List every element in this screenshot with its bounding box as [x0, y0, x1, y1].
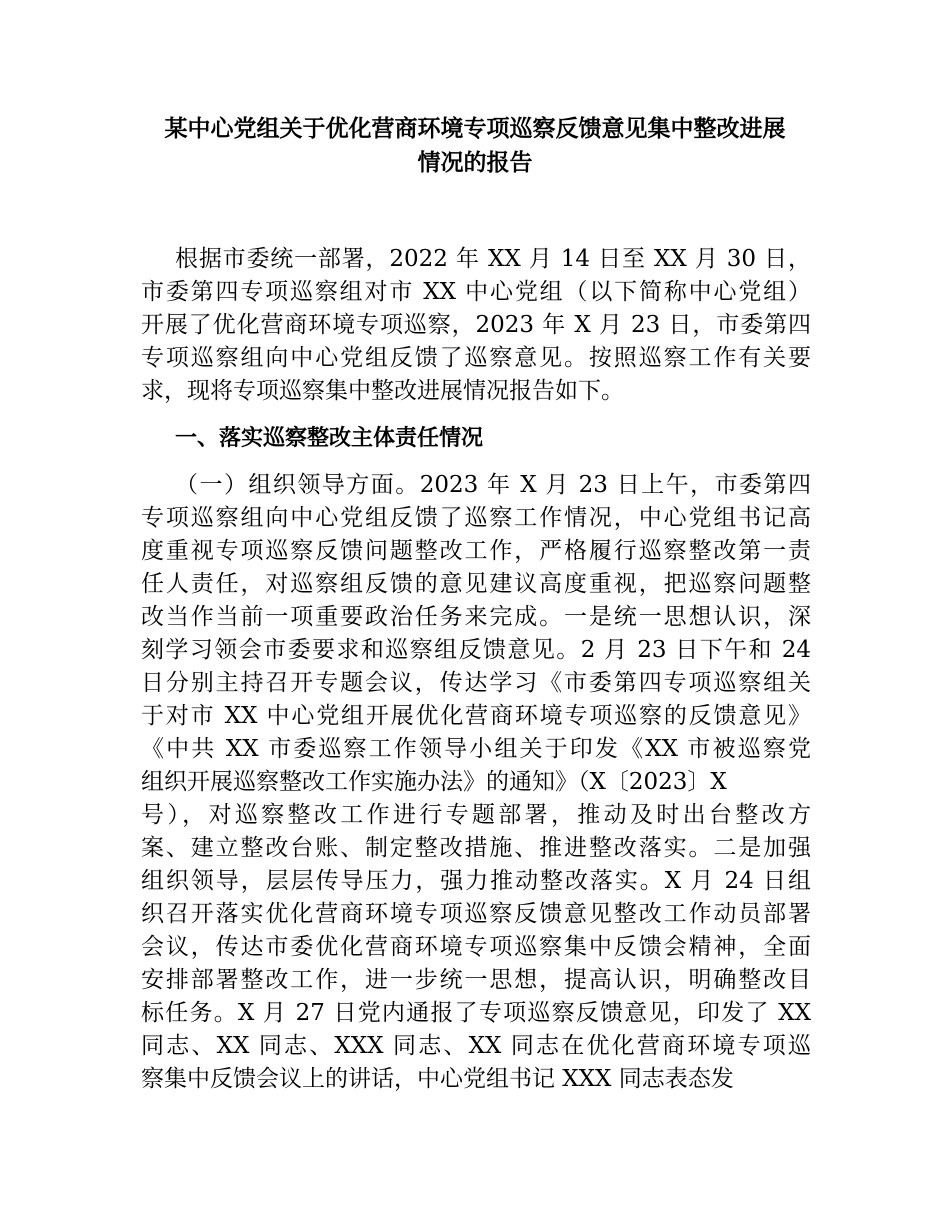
paragraph-line: 同志、XX 同志、XXX 同志、XX 同志在优化营商环境专项巡: [141, 1033, 811, 1059]
paragraph-line: 任人责任，对巡察组反馈的意见建议高度重视，把巡察问题整: [141, 571, 811, 597]
paragraph-line: 号），对巡察整改工作进行专题部署，推动及时出台整改方: [141, 802, 811, 828]
paragraph-line: 标任务。X 月 27 日党内通报了专项巡察反馈意见，印发了 XX: [141, 1000, 811, 1026]
intro-line: 根据市委统一部署，2022 年 XX 月 14 日至 XX 月 30 日，: [175, 246, 811, 272]
title-line-2: 情况的报告: [417, 150, 533, 176]
paragraph-line: 改当作当前一项重要政治任务来完成。一是统一思想认识，深: [141, 604, 811, 630]
document-title: [120, 112, 830, 180]
paragraph-line: 案、建立整改台账、制定整改措施、推进整改落实。二是加强: [141, 835, 811, 861]
intro-line: 开展了优化营商环境专项巡察，2023 年 X 月 23 日，市委第四: [141, 312, 811, 338]
intro-line: 市委第四专项巡察组对市 XX 中心党组（以下简称中心党组）: [141, 279, 811, 305]
paragraph-line: 度重视专项巡察反馈问题整改工作，严格履行巡察整改第一责: [141, 538, 811, 564]
paragraph-line: 专项巡察组向中心党组反馈了巡察工作情况，中心党组书记高: [141, 505, 811, 531]
paragraph-line: 织召开落实优化营商环境专项巡察反馈意见整改工作动员部署: [141, 901, 811, 927]
intro-line: 专项巡察组向中心党组反馈了巡察意见。按照巡察工作有关要: [141, 345, 811, 371]
paragraph-line: （一）组织领导方面。2023 年 X 月 23 日上午，市委第四: [175, 472, 811, 498]
paragraph-line: 组织领导，层层传导压力，强力推动整改落实。X 月 24 日组: [141, 868, 811, 894]
title-line-1: 某中心党组关于优化营商环境专项巡察反馈意见集中整改进展: [164, 116, 786, 142]
paragraph-line: 于对市 XX 中心党组开展优化营商环境专项巡察的反馈意见》: [141, 703, 811, 729]
paragraph-line: 组织开展巡察整改工作实施办法》的通知》（X〔2023〕X: [141, 769, 727, 795]
paragraph-line: 刻学习领会市委要求和巡察组反馈意见。2 月 23 日下午和 24: [141, 637, 811, 663]
paragraph-line: 察集中反馈会议上的讲话，中心党组书记 XXX 同志表态发: [141, 1066, 734, 1092]
paragraph-line: 会议，传达市委优化营商环境专项巡察集中反馈会精神，全面: [141, 934, 811, 960]
paragraph-line: 日分别主持召开专题会议，传达学习《市委第四专项巡察组关: [141, 670, 811, 696]
document-body: [141, 243, 811, 1096]
section-heading: 一、落实巡察整改主体责任情况: [175, 426, 484, 451]
paragraph-line: 《中共 XX 市委巡察工作领导小组关于印发《XX 市被巡察党: [141, 736, 811, 762]
intro-line: 求，现将专项巡察集中整改进展情况报告如下。: [141, 378, 624, 404]
intro-paragraph: [141, 243, 811, 408]
paragraph-line: 安排部署整改工作，进一步统一思想，提高认识，明确整改目: [141, 967, 811, 993]
section-1-paragraph: [141, 469, 811, 1096]
